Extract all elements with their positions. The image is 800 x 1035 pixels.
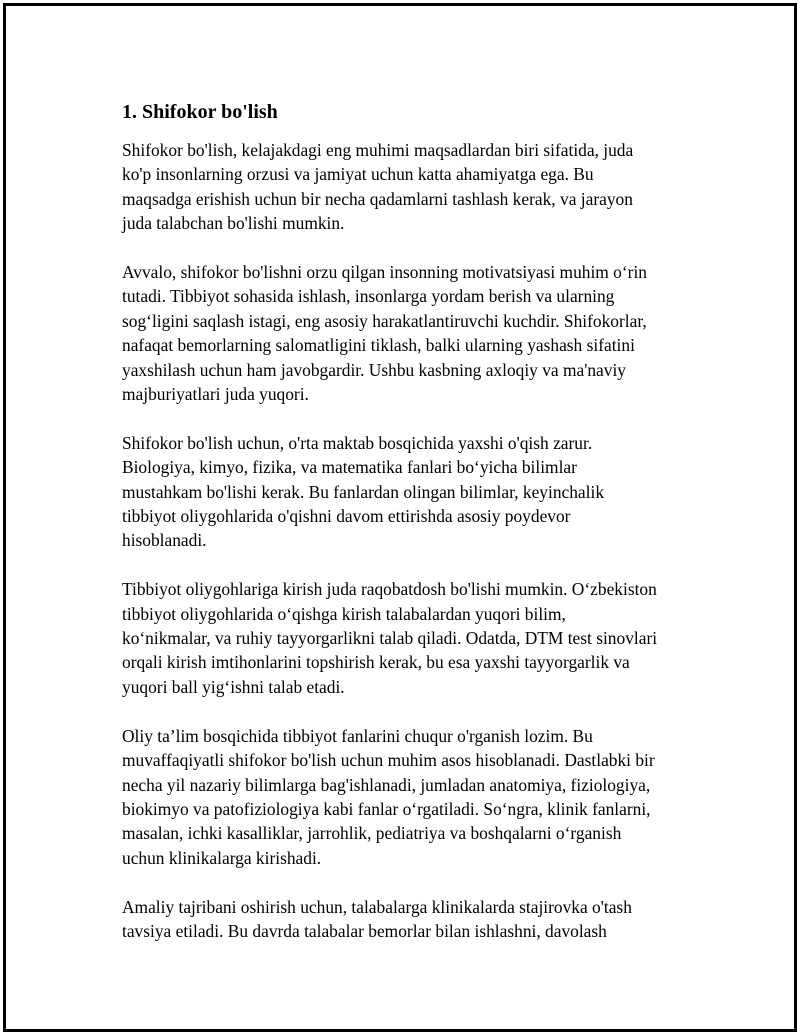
paragraph-3: Shifokor bo'lish uchun, o'rta maktab bosqichida yaxshi o'qish zarur. Biologiya, kimyo, fizika, va matematika fanlari bo‘yicha bilimlar mustahkam bo'lishi kerak. Bu fanlardan olingan bilimlar, keyinchalik tibbiyot oliygohlarida o'qishni davom ettirishda asosiy poydevor hisoblanadi.	[122, 432, 605, 551]
paragraph-2: Avvalo, shifokor bo'lishni orzu qilgan insonning motivatsiyasi muhim o‘rin tutadi. Tibbiyot sohasida ishlash, insonlarga yordam berish va ularning sog‘ligini saqlash istagi, eng asosiy harakatlantiruvchi kuchdir. Shifokorlar, nafaqat bemorlarning salomatligini tiklash, balki ularning yashash sifatini yaxshilash uchun ham javobgardir. Ushbu kasbning axloqiy va ma'naviy majburiyatlari juda yuqori.	[122, 262, 647, 405]
paragraph-1: Shifokor bo'lish, kelajakdagi eng muhimi maqsadlardan biri sifatida, juda ko'p insonlarning orzusi va jamiyat uchun katta ahamiyatga ega. Bu maqsadga erishish uchun bir necha qadamlarni tashlash kerak, va jarayon juda talabchan bo'lishi mumkin.	[122, 140, 634, 234]
section-heading: 1. Shifokor bo'lish	[122, 101, 278, 123]
paragraph-6: Amaliy tajribani oshirish uchun, talabalarga klinikalarda stajirovka o'tash tavsiya etiladi. Bu davrda talabalar bemorlar bilan ishlashni, davolash	[122, 896, 632, 941]
paragraph-5: Oliy ta’lim bosqichida tibbiyot fanlarini chuqur o'rganish lozim. Bu muvaffaqiyatli shifokor bo'lish uchun muhim asos hisoblanadi. Dastlabki bir necha yil nazariy bilimlarga bag'ishlanadi, jumladan anatomiya, fiziologiya, biokimyo va patofiziologiya kabi fanlar o‘rgatiladi. So‘ngra, klinik fanlarni, masalan, ichki kasalliklar, jarrohlik, pediatriya va boshqalarni o‘rganish uchun klinikalarga kirishadi.	[122, 725, 655, 868]
page-frame	[3, 3, 797, 1032]
document-body	[122, 98, 702, 968]
paragraph-4: Tibbiyot oliygohlariga kirish juda raqobatdosh bo'lishi mumkin. O‘zbekiston tibbiyot oliygohlarida o‘qishga kirish talabalardan yuqori bilim, ko‘nikmalar, va ruhiy tayyorgarlikni talab qiladi. Odatda, DTM test sinovlari orqali kirish imtihonlarini topshirish kerak, bu esa yaxshi tayyorgarlik va yuqori ball yig‘ishni talab etadi.	[122, 579, 658, 697]
